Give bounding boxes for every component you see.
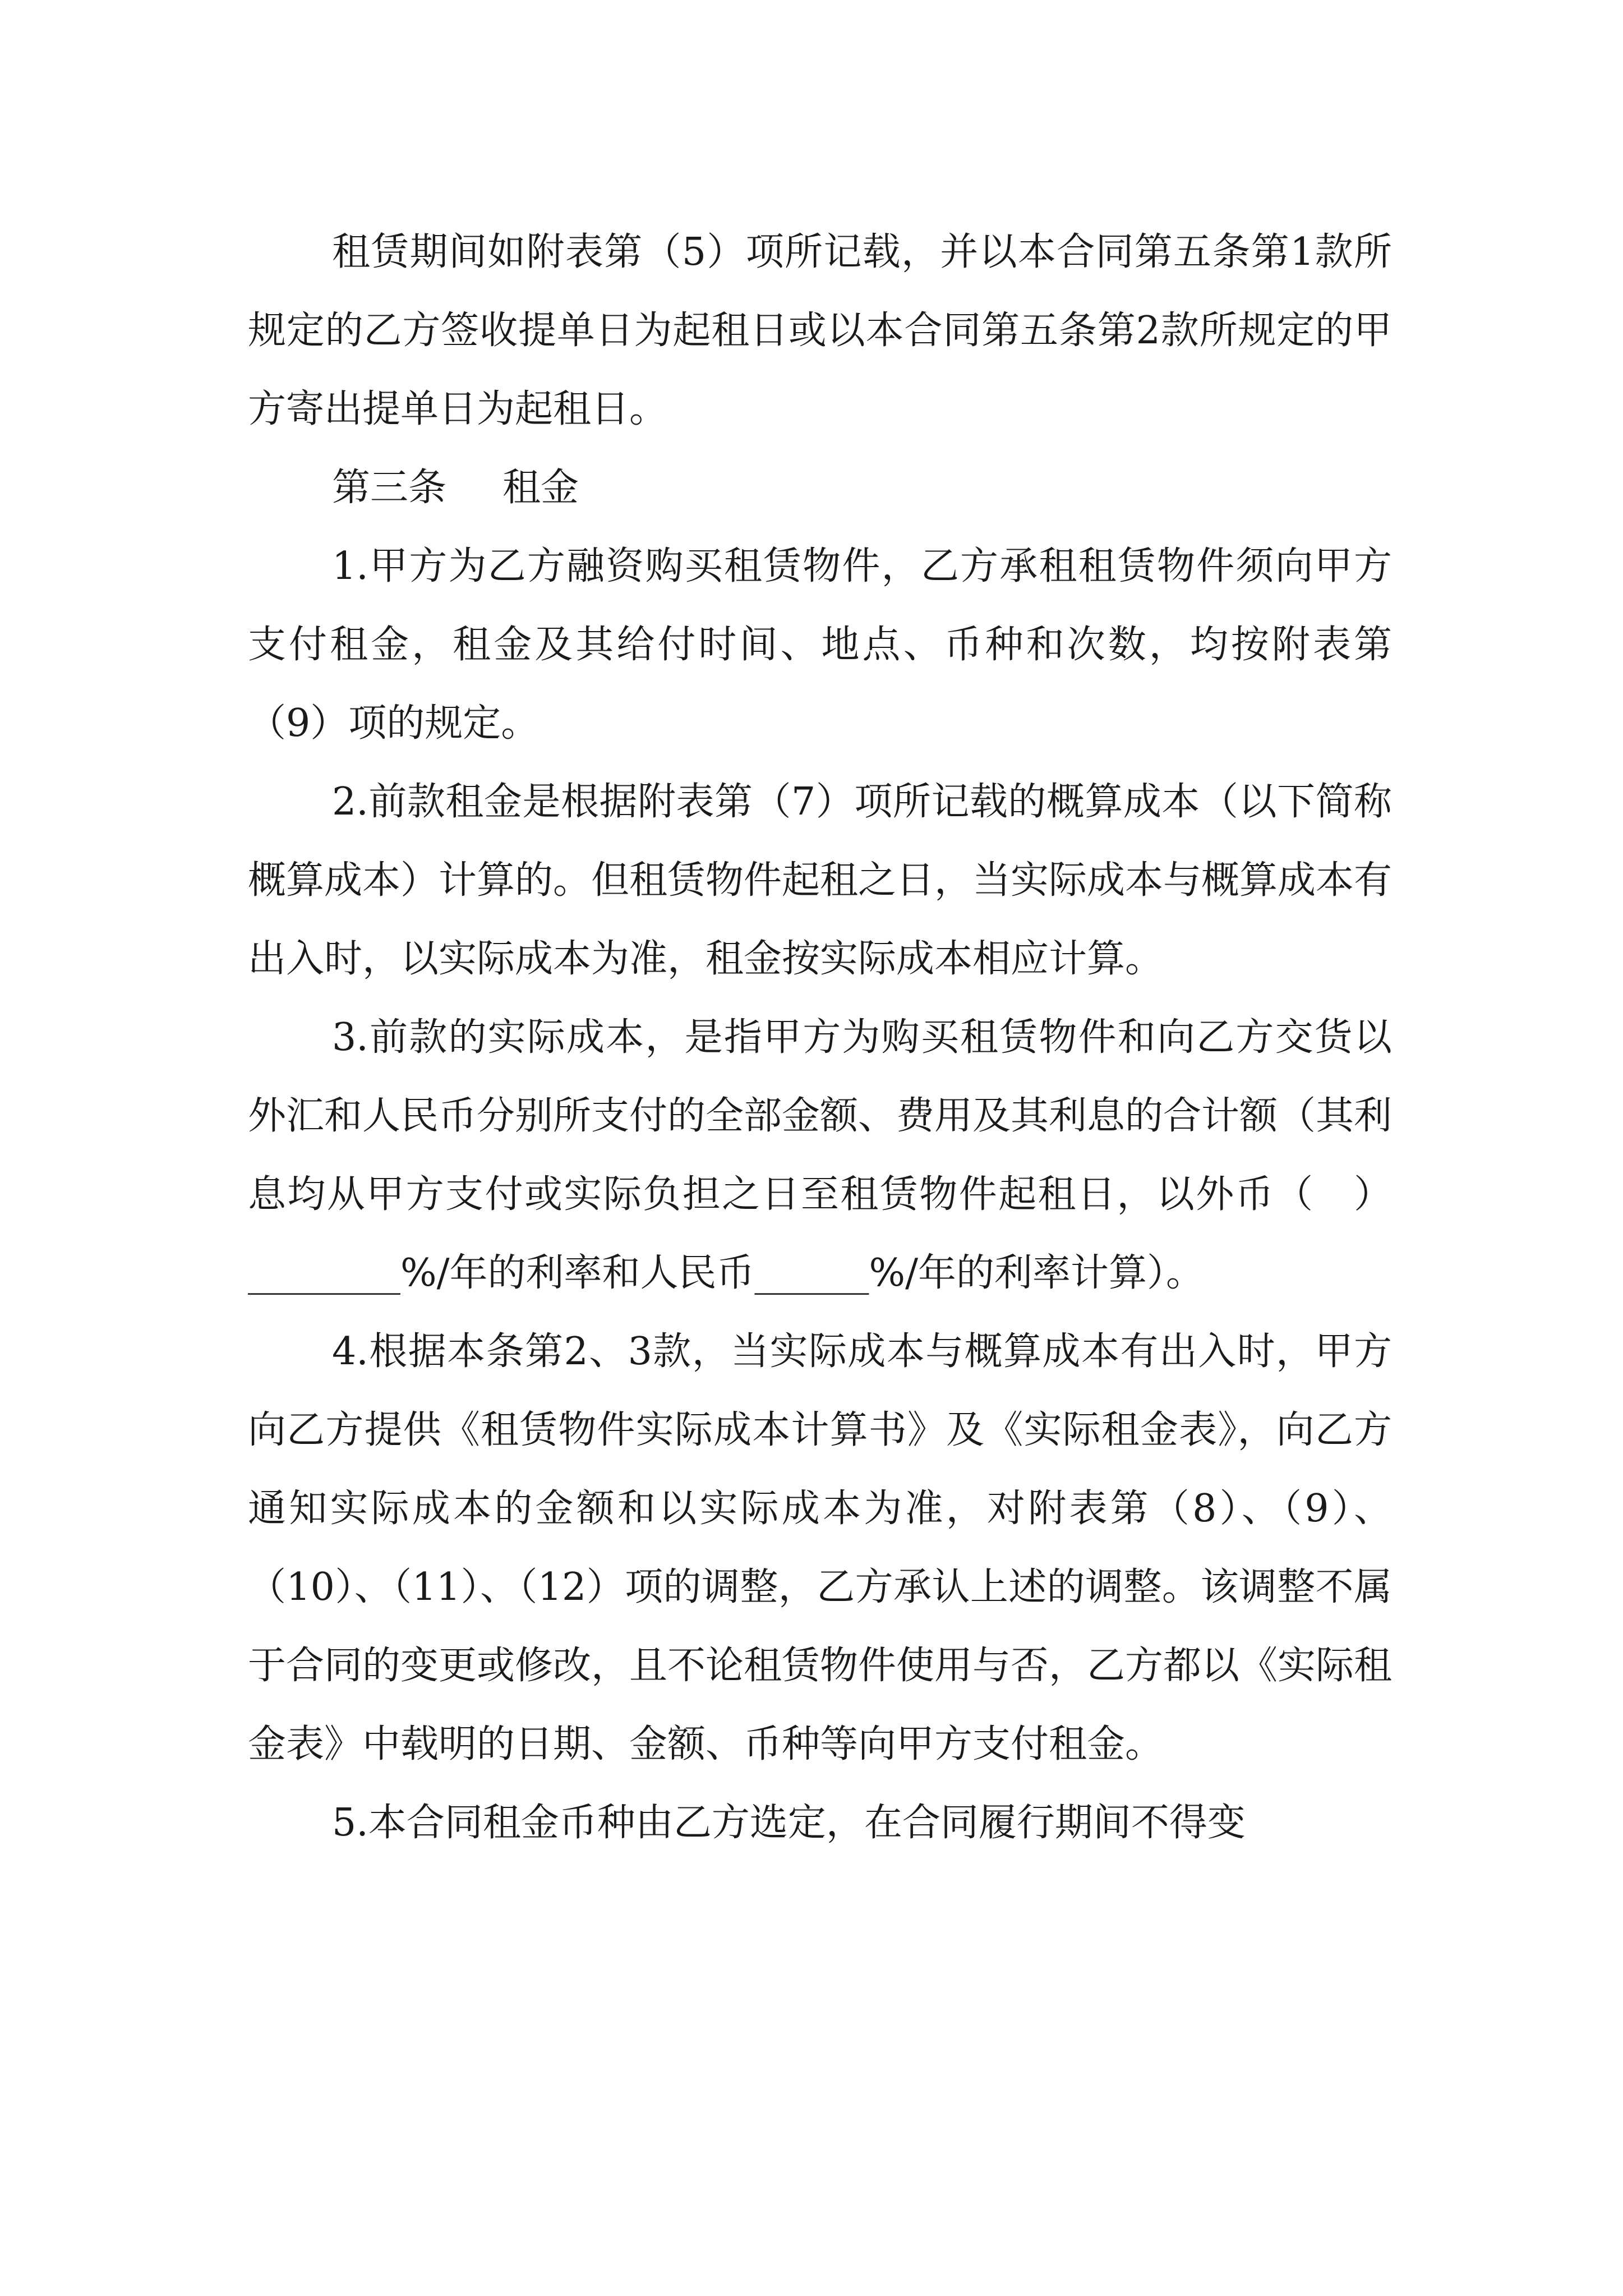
document-body [248, 213, 1392, 1862]
lease-term-paragraph: 租赁期间如附表第（5）项所记载，并以本合同第五条第1款所规定的乙方签收提单日为起租日或以本合同第五条第2款所规定的甲方寄出提单日为起租日。 [248, 230, 1392, 431]
clause-2-paragraph: 2.前款租金是根据附表第（7）项所记载的概算成本（以下简称概算成本）计算的。但租赁物件起租之日，当实际成本与概算成本有出入时，以实际成本为准，租金按实际成本相应计算。 [248, 780, 1393, 981]
clause-1-paragraph: 1.甲方为乙方融资购买租赁物件，乙方承租租赁物件须向甲方支付租金，租金及其给付时间、地点、币种和次数，均按附表第（9）项的规定。 [248, 544, 1392, 746]
article-number: 第三条 [332, 466, 447, 510]
clause-4-paragraph: 4.根据本条第2、3款，当实际成本与概算成本有出入时，甲方向乙方提供《租赁物件实际成本计算书》及《实际租金表》，向乙方通知实际成本的金额和以实际成本为准，对附表第（8）、（9）、（10）、（11）、（12）项的调整，乙方承认上述的调整。该调整不属于合同的变更或修改，且不论租赁物件使用与否，乙方都以《实际租金表》中载明的日期、金额、币种等向甲方支付租金。 [248, 1329, 1393, 1766]
clause-5-paragraph: 5.本合同租金币种由乙方选定，在合同履行期间不得变 [332, 1801, 1246, 1845]
article-heading [248, 449, 1392, 527]
article-title: 租金 [502, 466, 579, 510]
clause-3-paragraph: 3.前款的实际成本，是指甲方为购买租赁物件和向乙方交货以外汇和人民币分别所支付的全部金额、费用及其利息的合计额（其利息均从甲方支付或实际负担之日至租赁物件起租日，以外币（ ）________%/年的利率和人民币______%/年的利率计算）。 [248, 1015, 1393, 1295]
